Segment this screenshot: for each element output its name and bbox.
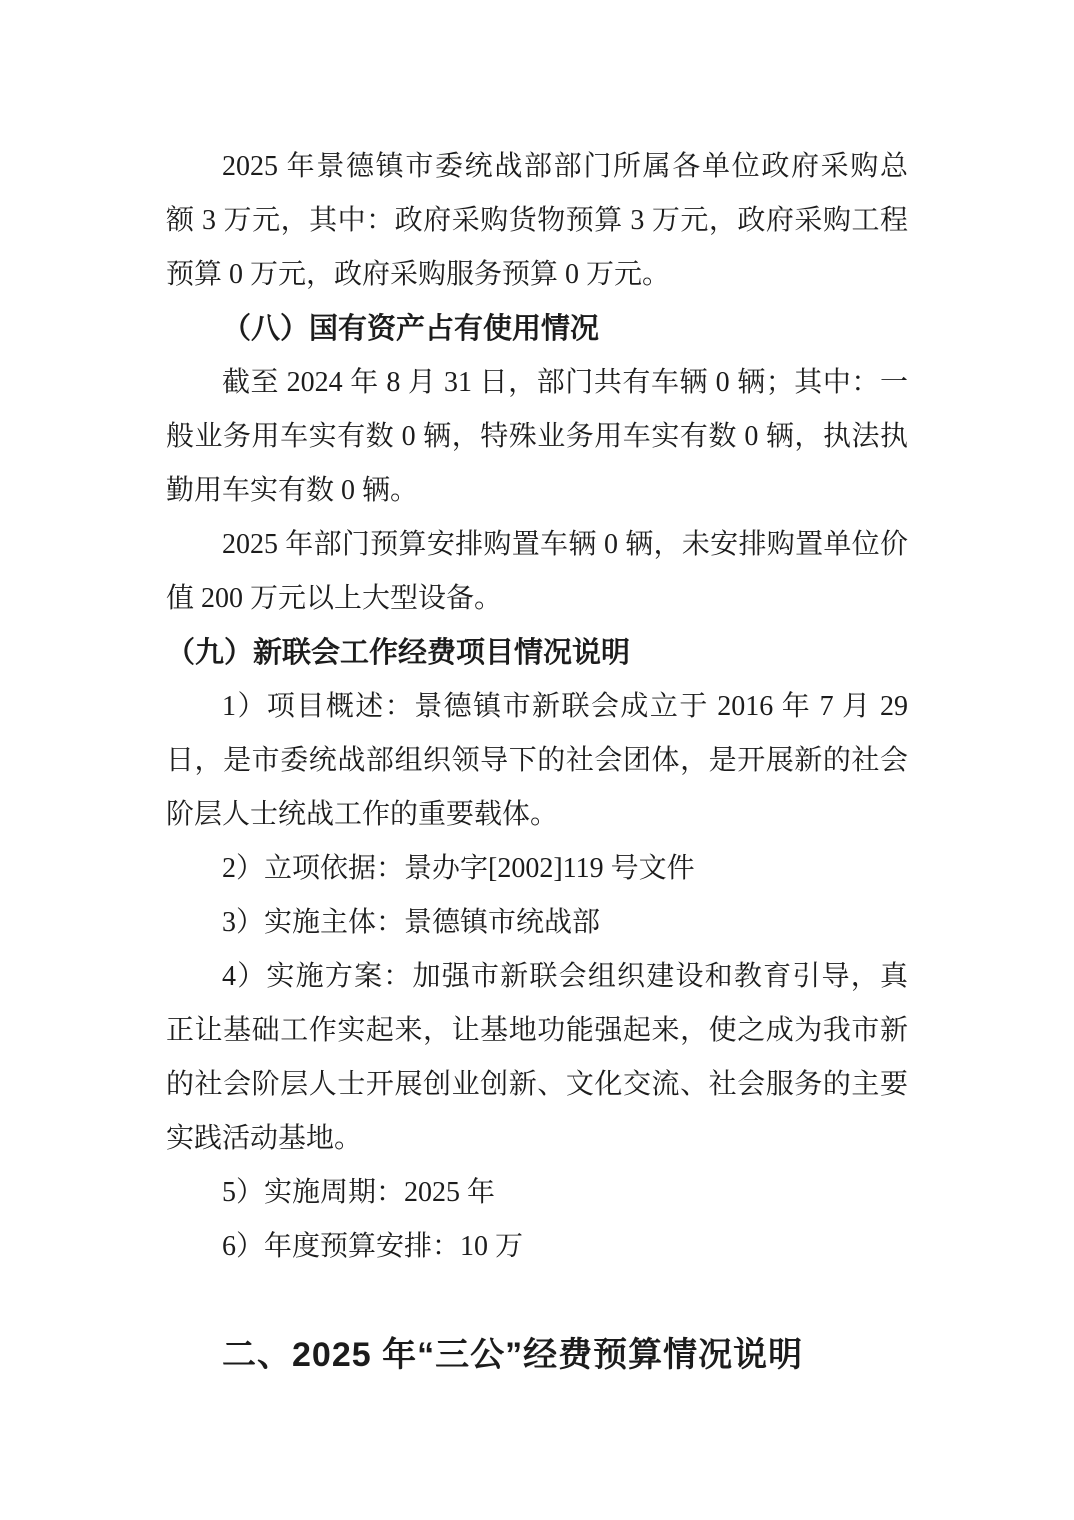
text-line: 3）实施主体：景德镇市统战部 (222, 907, 601, 938)
text-line: 预算 0 万元，政府采购服务预算 0 万元。 (166, 259, 671, 290)
text-line: 正让基础工作实起来，让基地功能强起来，使之成为我市新 (166, 1015, 908, 1046)
text-line: 4）实施方案：加强市新联会组织建设和教育引导，真 (222, 961, 908, 992)
text-line: 勤用车实有数 0 辆。 (166, 475, 419, 506)
text-line: 般业务用车实有数 0 辆，特殊业务用车实有数 0 辆，执法执 (166, 421, 908, 452)
text-line: 值 200 万元以上大型设备。 (166, 583, 503, 614)
text-line: 额 3 万元，其中：政府采购货物预算 3 万元，政府采购工程 (166, 205, 908, 236)
text-line: 截至 2024 年 8 月 31 日，部门共有车辆 0 辆；其中：一 (222, 367, 908, 398)
blank-line (166, 1274, 908, 1328)
section-heading-8: （八）国有资产占有使用情况 (222, 313, 600, 345)
text-line: 6）年度预算安排：10 万 (222, 1231, 524, 1262)
text-line: 日，是市委统战部组织领导下的社会团体，是开展新的社会 (166, 745, 908, 776)
text-line: 实践活动基地。 (166, 1123, 363, 1154)
text-line: 1）项目概述：景德镇市新联会成立于 2016 年 7 月 29 (222, 691, 908, 722)
text-line: 阶层人士统战工作的重要载体。 (166, 799, 559, 830)
text-line: 的社会阶层人士开展创业创新、文化交流、社会服务的主要 (166, 1069, 908, 1100)
text-line: 2025 年部门预算安排购置车辆 0 辆，未安排购置单位价 (222, 529, 908, 560)
section-heading-9: （九）新联会工作经费项目情况说明 (166, 637, 631, 669)
text-line: 2025 年景德镇市委统战部部门所属各单位政府采购总 (222, 151, 908, 182)
chapter-heading-2: 二、2025 年“三公”经费预算情况说明 (222, 1336, 804, 1374)
text-line: 5）实施周期：2025 年 (222, 1177, 496, 1208)
text-line: 2）立项依据：景办字[2002]119 号文件 (222, 853, 695, 884)
